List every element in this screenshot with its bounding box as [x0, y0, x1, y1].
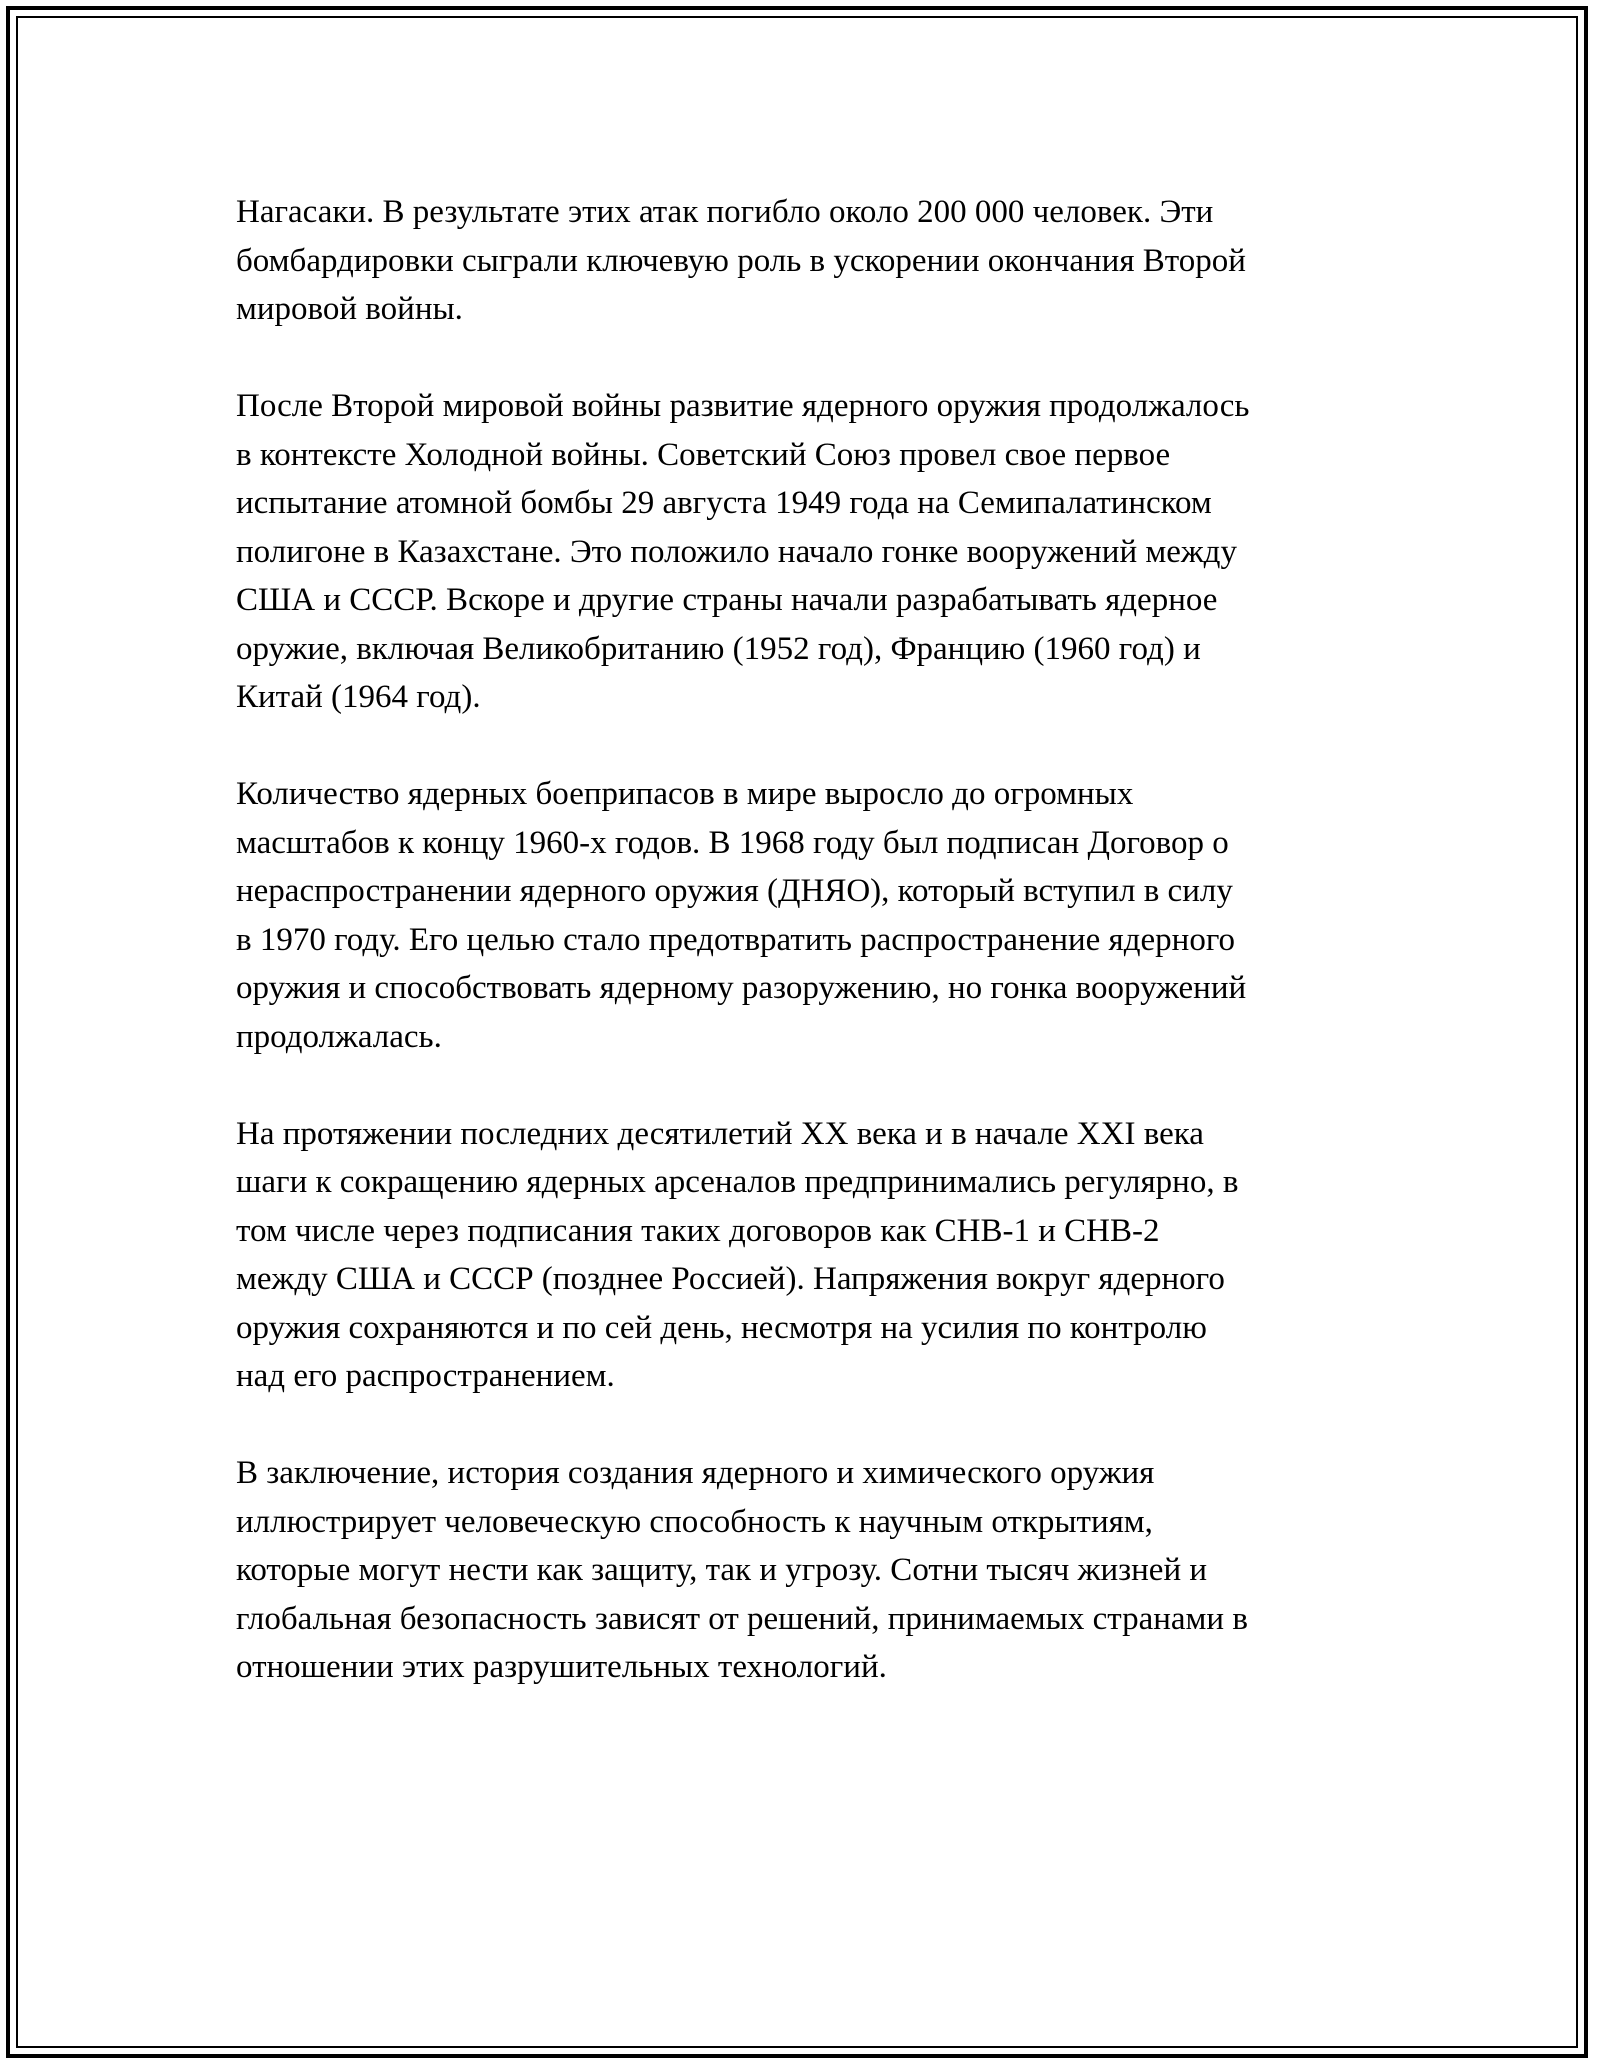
- paragraph-5: В заключение, история создания ядерного и химического оружия иллюстрирует человеческую способность к научным открытиям, которые могут нести как защиту, так и угрозу. Сотни тысяч жизней и глобальная безопасность зависят от решений, принимаемых странами в отношении этих разрушительных технологий.: [236, 1455, 1248, 1685]
- paragraph-2: После Второй мировой войны развитие ядерного оружия продолжалось в контексте Холодной войны. Советский Союз провел свое первое испытание атомной бомбы 29 августа 1949 года на Семипалатинском полигоне в Казахстане. Это положило начало гонке вооружений между США и СССР. Вскоре и другие страны начали разрабатывать ядерное оружие, включая Великобританию (1952 год), Францию (1960 год) и Китай (1964 год).: [236, 388, 1250, 715]
- paragraph-4: На протяжении последних десятилетий XX века и в начале XXI века шаги к сокращению ядерных арсеналов предпринимались регулярно, в том числе через подписания таких договоров как СНВ-1 и СНВ-2 между США и СССР (позднее Россией). Напряжения вокруг ядерного оружия сохраняются и по сей день, несмотря на усилия по контролю над его распространением.: [236, 1115, 1239, 1394]
- paragraph-3: Количество ядерных боеприпасов в мире выросло до огромных масштабов к концу 1960-х годов. В 1968 году был подписан Договор о нераспространении ядерного оружия (ДНЯО), который вступил в силу в 1970 году. Его целью стало предотвратить распространение ядерного оружия и способствовать ядерному разоружению, но гонка вооружений продолжалась.: [236, 776, 1247, 1055]
- document-body: [236, 188, 1396, 1740]
- paragraph-1: Нагасаки. В результате этих атак погибло около 200 000 человек. Эти бомбардировки сыграли ключевую роль в ускорении окончания Второй мировой войны.: [236, 194, 1246, 327]
